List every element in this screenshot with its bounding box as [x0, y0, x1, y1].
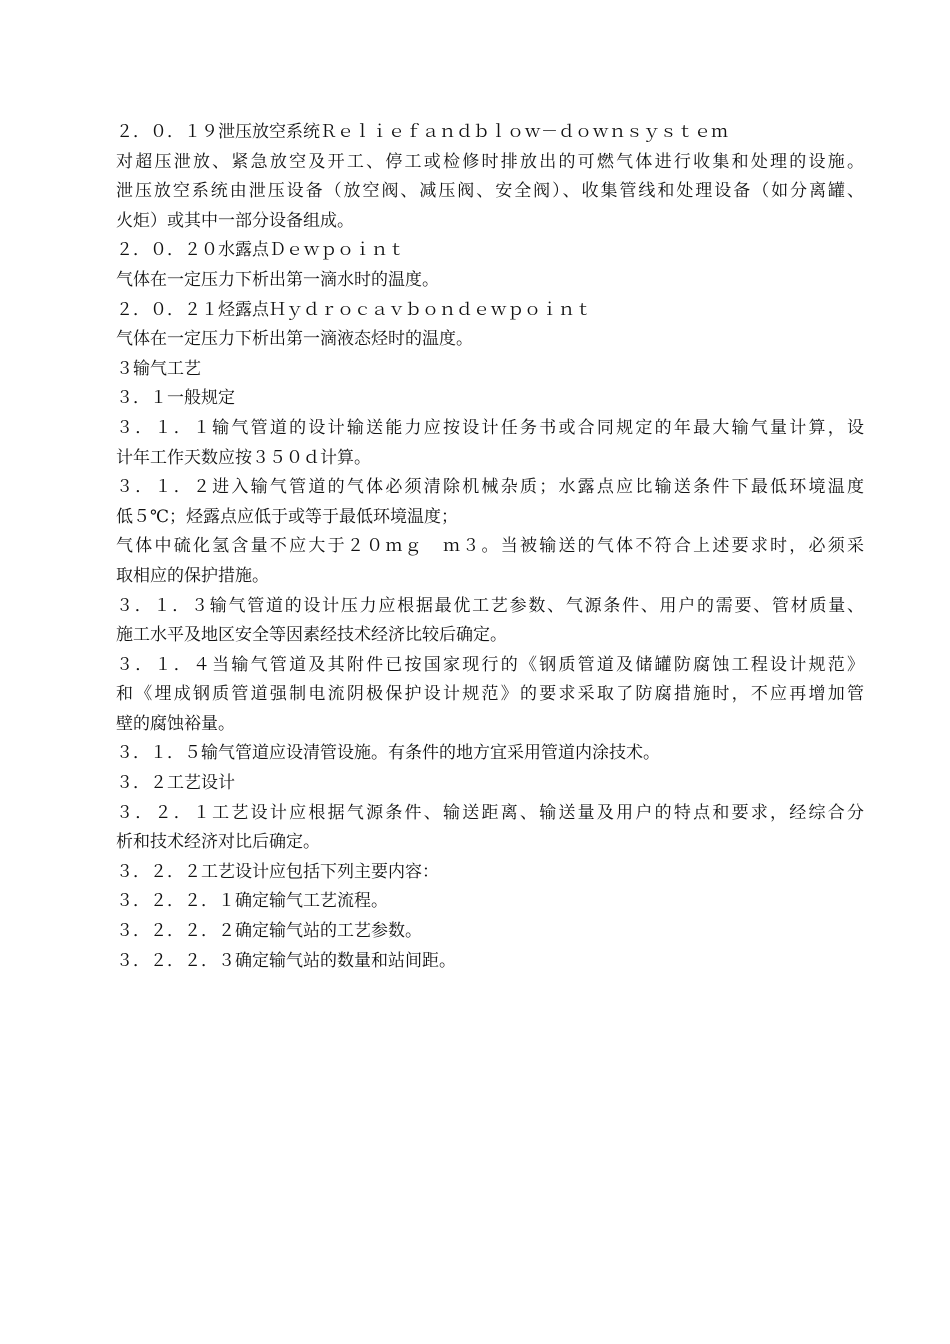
text-line: ２．０．２１烃露点Ｈｙｄｒｏｃａｖｂｏｎｄｅｗｐｏｉｎｔ	[116, 299, 592, 320]
text-line: 析和技术经济对比后确定。	[116, 832, 320, 853]
text-line: 对超压泄放、紧急放空及开工、停工或检修时排放出的可燃气体进行收集和处理的设施。	[116, 151, 864, 172]
text-line: ３．１．５输气管道应设清管设施。有条件的地方宜采用管道内涂技术。	[116, 743, 660, 764]
text-line: 取相应的保护措施。	[116, 565, 269, 586]
text-line: 气体在一定压力下析出第一滴水时的温度。	[116, 269, 439, 290]
text-line: 低５℃；烃露点应低于或等于最低环境温度；	[116, 506, 459, 527]
text-line: 气体中硫化氢含量不应大于２０ｍｇ ｍ３。当被输送的气体不符合上述要求时，必须采	[116, 536, 864, 557]
text-line: 和《埋成钢质管道强制电流阴极保护设计规范》的要求采取了防腐措施时，不应再增加管	[116, 684, 864, 705]
document-body	[116, 118, 864, 976]
text-line: 气体在一定压力下析出第一滴液态烃时的温度。	[116, 329, 473, 350]
text-line: ３．１．４当输气管道及其附件已按国家现行的《钢质管道及储罐防腐蚀工程设计规范》	[116, 654, 864, 675]
text-line: 施工水平及地区安全等因素经技术经济比较后确定。	[116, 625, 507, 646]
text-line: ３输气工艺	[116, 358, 201, 379]
text-line: ３．２．２．３确定输气站的数量和站间距。	[116, 950, 456, 971]
text-line: ３．２．１工艺设计应根据气源条件、输送距离、输送量及用户的特点和要求，经综合分	[116, 802, 864, 823]
text-line: ２．０．１９泄压放空系统Ｒｅｌｉｅｆａｎｄｂｌｏｗ－ｄｏｗｎｓｙｓｔｅｍ	[116, 122, 728, 142]
text-line: ３．１．１输气管道的设计输送能力应按设计任务书或合同规定的年最大输气量计算，设	[116, 417, 864, 438]
text-line: ３．２．２．１确定输气工艺流程。	[116, 891, 388, 912]
text-line: ３．２．２．２确定输气站的工艺参数。	[116, 921, 422, 942]
text-line: 泄压放空系统由泄压设备（放空阀、减压阀、安全阀）、收集管线和处理设备（如分离罐、	[116, 181, 864, 202]
text-line: 火炬）或其中一部分设备组成。	[116, 210, 354, 231]
text-line: ３．１．２进入输气管道的气体必须清除机械杂质；水露点应比输送条件下最低环境温度	[116, 477, 864, 498]
text-line: ３．２．２工艺设计应包括下列主要内容：	[116, 861, 439, 882]
text-line: ３．１．３输气管道的设计压力应根据最优工艺参数、气源条件、用户的需要、管材质量、	[116, 595, 864, 616]
text-line: 壁的腐蚀裕量。	[116, 713, 235, 734]
text-line: 计年工作天数应按３５０ｄ计算。	[116, 447, 371, 468]
text-line: ３．１一般规定	[116, 388, 235, 409]
text-line: ２．０．２０水露点Ｄｅｗｐｏｉｎｔ	[116, 240, 405, 261]
text-line: ３．２工艺设计	[116, 773, 235, 794]
